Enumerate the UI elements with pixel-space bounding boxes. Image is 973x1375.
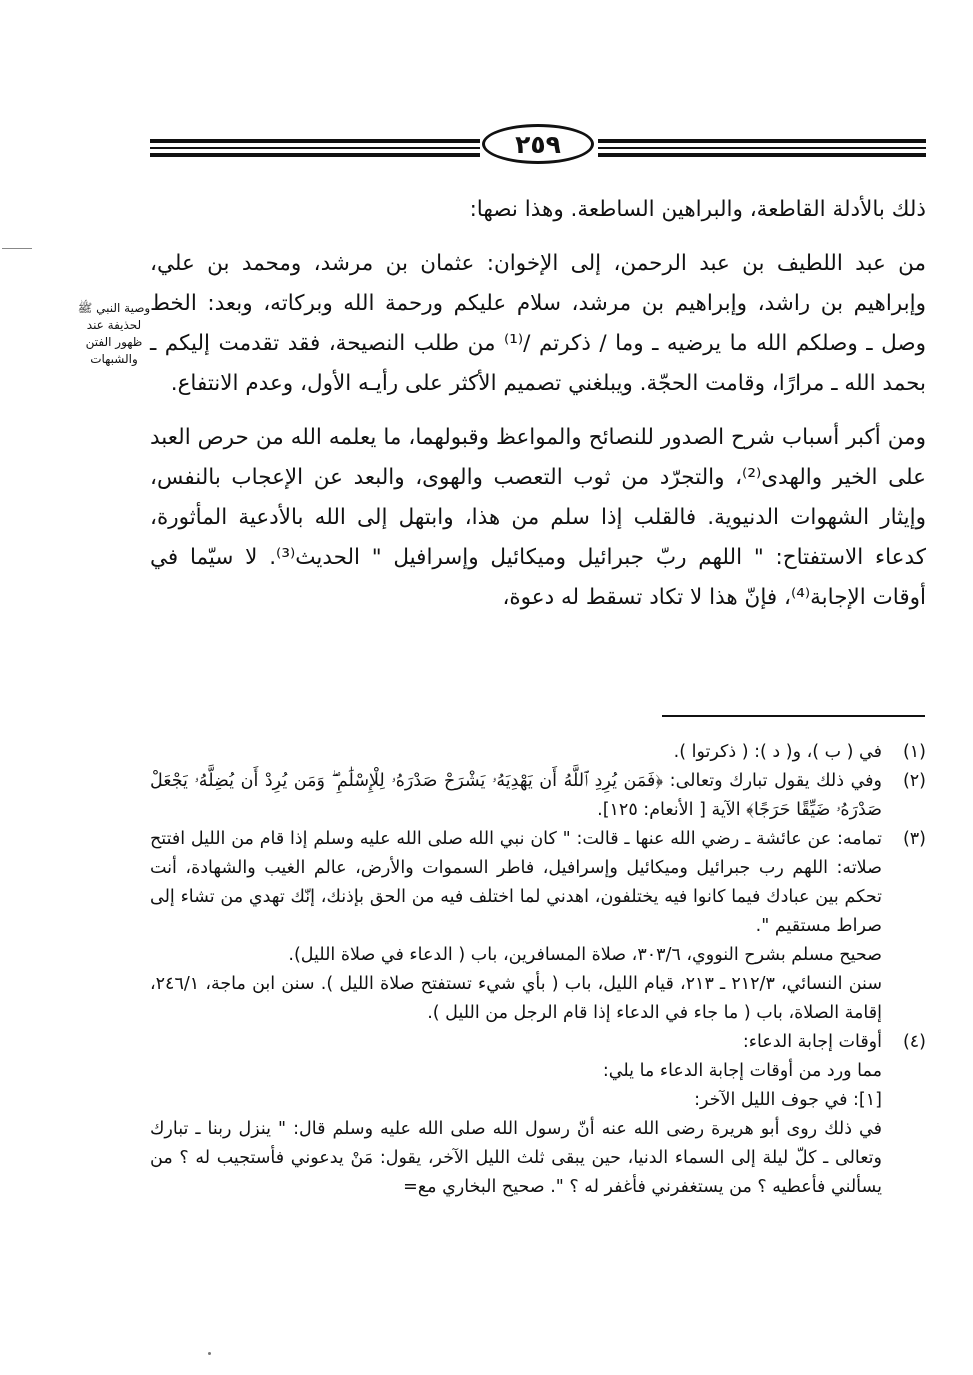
paragraph: من عبد اللطيف بن عبد الرحمن، إلى الإخوان: عثمان بن مرشد، ومحمد بن علي، وإبراهيم بن راشد، وإبراهيم بن مرشد، سلام عليكم ورحمة الله وبركاته، وبعد: الخط وصل ـ وصلكم الله ما يرضيه ـ وما / ذكرتم /⁽¹⁾ من طلب النصيحة، فقد تقدمت إليكم ـ بحمد الله ـ مرارًا، وقامت الحجّة. ويبلغني تصميم الأكثر على رأيـه الأول، وعدم الانتفاع.: [150, 251, 926, 396]
header-rule-right: [598, 137, 926, 161]
margin-note: وصية النبي ﷺ لحذيفة عند ظهور الفتن والشبهات: [77, 301, 151, 366]
footnote-text: تمامه: عن عائشة ـ رضي الله عنها ـ قالت: " كان نبي الله صلى الله عليه وسلم إذا قام من الليل افتتح صلاته: اللهم رب جبرائيل وميكائيل وإسرافيل، فاطر السموات والأرض، عالم الغيب والشهادة، أنت تحكم بين عبادك فيما كانوا فيه يختلفون، اهدني لما اختلف فيه من الحق بإذنك، إنّك تهدي من تشاء إلى صراط مستقيم ".: [150, 829, 882, 936]
footnote-text: في ( ب )، و( د ): ( ذكرتوا ).: [673, 742, 882, 762]
footnote: [150, 767, 926, 825]
footnote-text: صحيح مسلم بشرح النووي، ٣٠٣/٦، صلاة المسافرين، باب ( الدعاء في صلاة الليل).: [288, 945, 882, 965]
footnote-separator: [662, 715, 925, 717]
footnote-number: (٣): [902, 829, 926, 849]
footnote-number: (٢): [902, 771, 926, 791]
footnote-number: (١): [902, 742, 926, 762]
scan-dot: [208, 1352, 211, 1355]
paragraph: ذلك بالأدلة القاطعة، والبراهين الساطعة. وهذا نصها:: [469, 197, 926, 222]
footnotes: [150, 738, 926, 1202]
footnote: [150, 1028, 926, 1202]
footnote: [150, 825, 926, 1028]
footnote-text: سنن النسائي، ٢١٢/٣ ـ ٢١٣، قيام الليل، باب ( بأي شيء تستفتح صلاة الليل ). سنن ابن ماجة، ٢٤٦/١، إقامة الصلاة، باب ( ما جاء في الدعاء إذا قام الرجل من الليل ).: [150, 974, 882, 1023]
page-number: ٢٥٩: [482, 124, 594, 164]
footnote-text: وفي ذلك يقول تبارك وتعالى: ﴿فَمَن يُرِدِ ٱللَّهُ أَن يَهْدِيَهُۥ يَشْرَحْ صَدْرَهُۥ لِلْإِسْلَٰمِ ۖ وَمَن يُرِدْ أَن يُضِلَّهُۥ يَجْعَلْ صَدْرَهُۥ ضَيِّقًا حَرَجًا﴾ الآية [ الأنعام: ١٢٥].: [150, 771, 882, 820]
main-text: [150, 190, 926, 618]
footnote-number: (٤): [902, 1032, 926, 1052]
scan-mark: [2, 248, 32, 249]
paragraph: ومن أكبر أسباب شرح الصدور للنصائح والمواعظ وقبولهما، ما يعلمه الله من حرص العبد على الخير والهدى⁽²⁾، والتجرّد من ثوب التعصب والهوى، والبعد عن الإعجاب بالنفس، وإيثار الشهوات الدنيوية. فالقلب إذا سلم من هذا، وابتهل إلى الله بالأدعية المأثورة، كدعاء الاستفتاح: " اللهم ربّ جبرائيل وميكائيل وإسرافيل " الحديث⁽³⁾. لا سيّما في أوقات الإجابة⁽⁴⁾، فإنّ هذا لا تكاد تسقط له دعوة،: [150, 425, 927, 610]
footnote-text: في ذلك روى أبو هريرة رضى الله عنه أنّ رسول الله صلى الله عليه وسلم قال: " ينزل ربنا ـ تبارك وتعالى ـ كلّ ليلة إلى السماء الدنيا، حين يبقى ثلث الليل الآخر، يقول: مَنْ يدعوني فأستجيب له ؟ من يسألني فأعطيه ؟ من يستغفرني فأغفر له ؟ ". صحيح البخاري مع=: [150, 1119, 882, 1197]
footnote-text: أوقات إجابة الدعاء:: [742, 1032, 882, 1052]
footnote-text: مما ورد من أوقات إجابة الدعاء ما يلي:: [602, 1061, 882, 1081]
header-rule-left: [150, 137, 480, 161]
footnote: [150, 738, 926, 767]
footnote-text: [١]: في جوف الليل الآخر:: [694, 1090, 882, 1110]
